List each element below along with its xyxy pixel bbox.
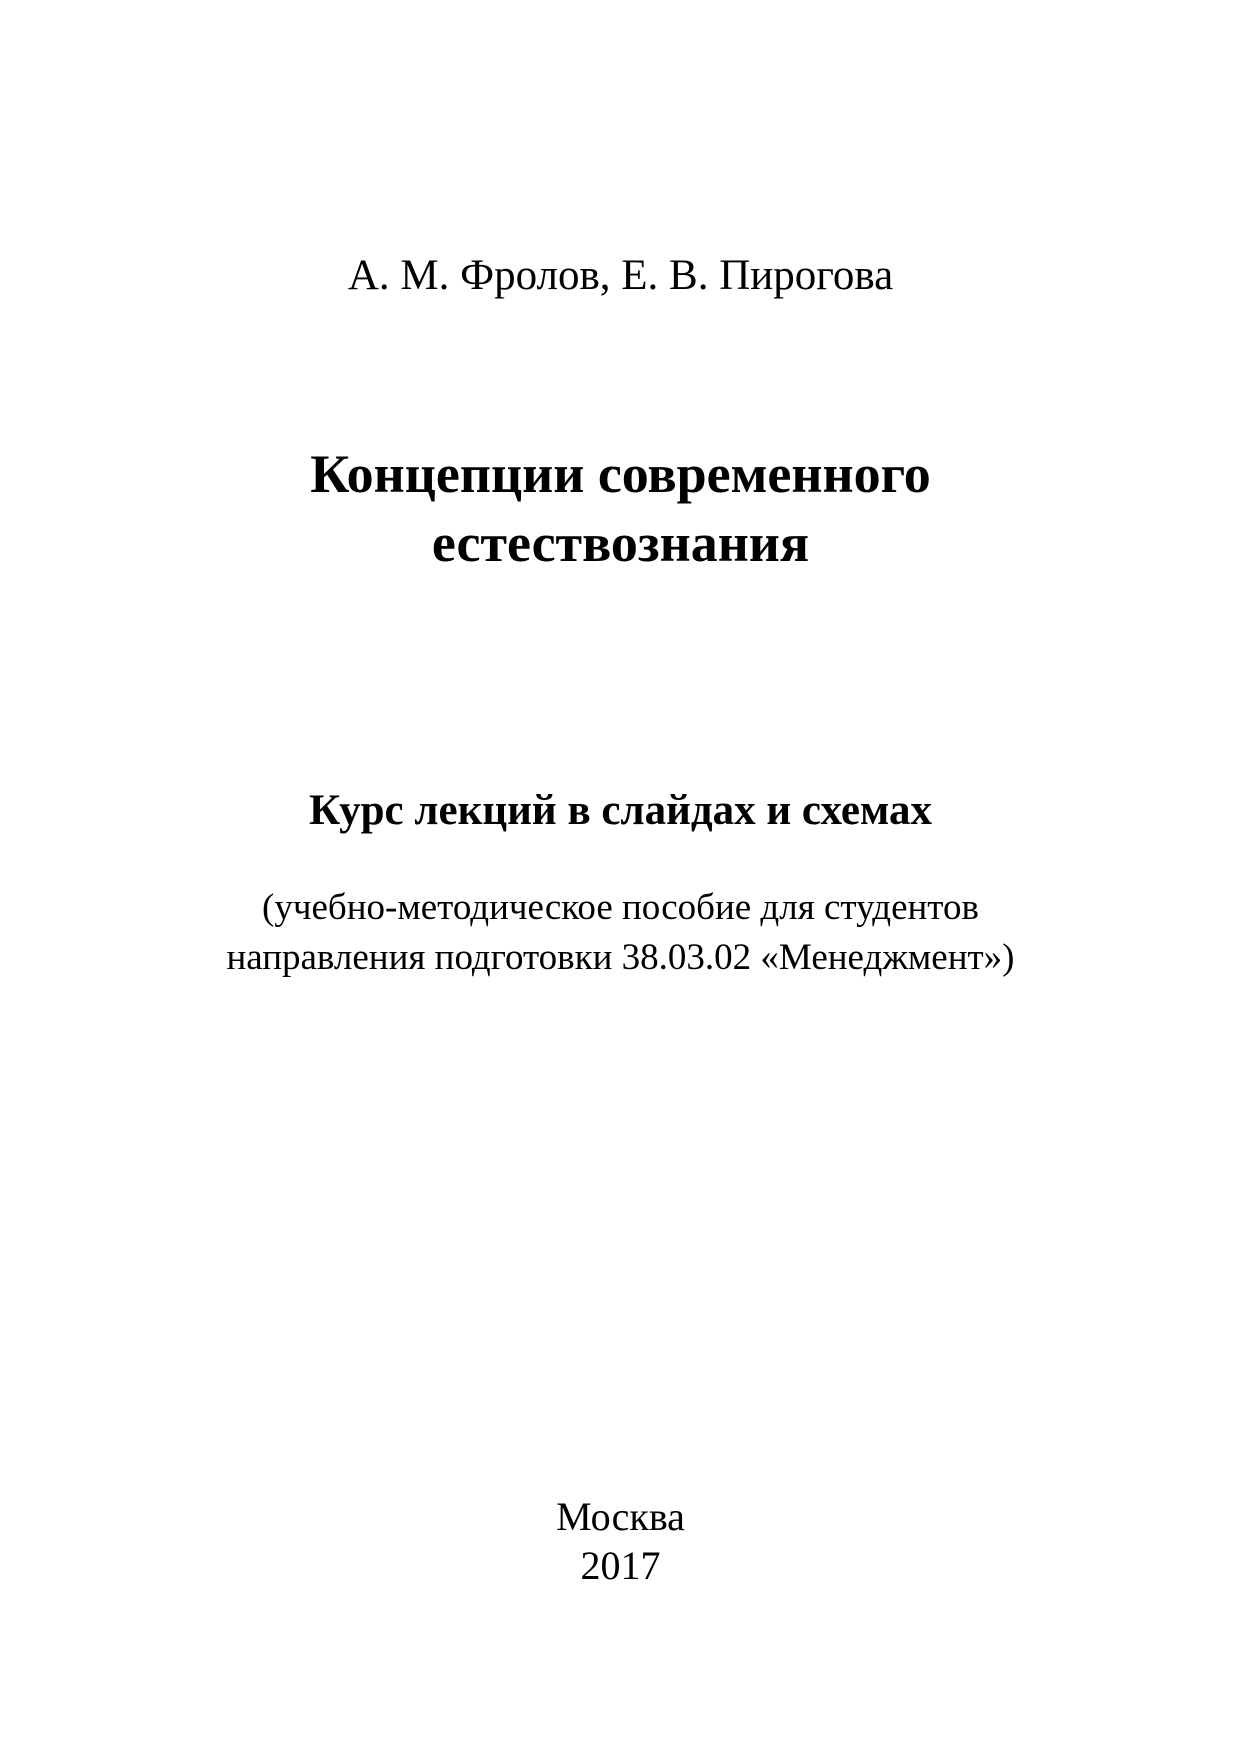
book-description-line-1: (учебно-методическое пособие для студентов (262, 887, 979, 928)
book-description (0, 883, 1241, 983)
publication-info (0, 1492, 1241, 1590)
book-title (0, 440, 1241, 578)
book-description-line-2: направления подготовки 38.03.02 «Менеджмент») (226, 937, 1015, 978)
publication-year: 2017 (580, 1543, 661, 1588)
publication-city: Москва (556, 1494, 685, 1539)
book-subtitle: Курс лекций в слайдах и схемах (309, 787, 932, 834)
book-title-line-2: естествознания (431, 513, 810, 573)
authors: А. М. Фролов, Е. В. Пирогова (347, 252, 894, 299)
book-title-line-1: Концепции современного (310, 444, 931, 504)
